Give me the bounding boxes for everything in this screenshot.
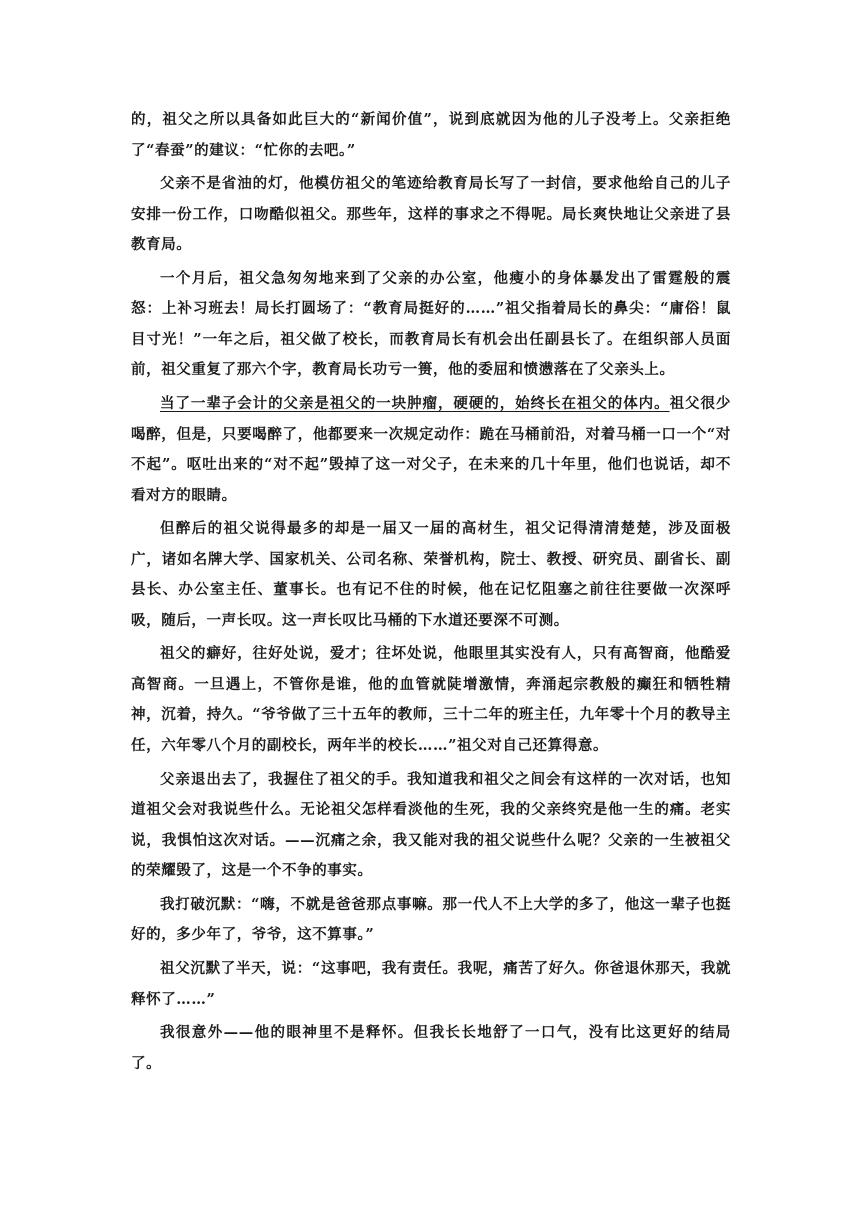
paragraph-9: [131, 954, 731, 1015]
paragraph-2: [131, 169, 731, 261]
paragraph-text: 祖父沉默了半天，说：“这事吧，我有责任。我呢，痛苦了好久。你爸退休那天，我就释怀了……”: [131, 960, 731, 1008]
paragraph-text: 但醉后的祖父说得最多的却是一届又一届的高材生，祖父记得清清楚楚，涉及面极广，诸如名牌大学、国家机关、公司名称、荣誉机构，院士、教授、研究员、副省长、副县长、办公室主任、董事长。也有记不住的时候，他在记忆阻塞之前往往要做一次深呼吸，随后，一声长叹。这一声长叹比马桶的下水道还要深不可测。: [131, 520, 731, 629]
paragraph-text: 我打破沉默：“嗨，不就是爸爸那点事嘛。那一代人不上大学的多了，他这一辈子也挺好的，多少年了，爷爷，这不算事。”: [131, 895, 731, 944]
paragraph-text: 父亲退出去了，我握住了祖父的手。我知道我和祖父之间会有这样的一次对话，也知道祖父会对我说些什么。无论祖父怎样看淡他的生死，我的父亲终究是他一生的痛。老实说，我惧怕这次对话。——沉痛之余，我又能对我的祖父说些什么呢？父亲的一生被祖父的荣耀毁了，这是一个不争的事实。: [131, 770, 731, 880]
paragraph-text: 父亲不是省油的灯，他模仿祖父的笔迹给教育局长写了一封信，要求他给自己的儿子安排一份工作，口吻酷似祖父。那些年，这样的事求之不得呢。局长爽快地让父亲进了县教育局。: [131, 175, 731, 254]
body-text: [131, 105, 731, 1082]
paragraph-3: [131, 264, 731, 386]
paragraph-text: 一个月后，祖父急匆匆地来到了父亲的办公室，他瘦小的身体暴发出了雷霆般的震怒：上补习班去！局长打圆场了：“教育局挺好的……”祖父指着局长的鼻尖：“庸俗！鼠目寸光！”一年之后，祖父做了校长，而教育局长有机会出任副县长了。在组织部人员面前，祖父重复了那六个字，教育局长功亏一篑，他的委屈和愤懑落在了父亲头上。: [131, 269, 731, 379]
paragraph-8: [131, 890, 731, 951]
paragraph-5: [131, 514, 731, 636]
paragraph-7: [131, 765, 731, 887]
paragraph-4: [131, 389, 731, 511]
paragraph-6: [131, 639, 731, 761]
paragraph-1: [131, 105, 731, 166]
paragraph-text: 的，祖父之所以具备如此巨大的“新闻价值”，说到底就因为他的儿子没考上。父亲拒绝了“春蚕”的建议：“忙你的去吧。”: [131, 111, 731, 159]
underlined-sentence: 当了一辈子会计的父亲是祖父的一块肿瘤，硬硬的，始终长在祖父的体内。: [160, 395, 670, 413]
paragraph-text: 我很意外——他的眼神里不是释怀。但我长长地舒了一口气，没有比这更好的结局了。: [131, 1024, 731, 1072]
paragraph-text: 祖父很少喝醉，但是，只要喝醉了，他都要来一次规定动作：跪在马桶前沿，对着马桶一口一个“对不起”。呕吐出来的“对不起”毁掉了这一对父子，在未来的几十年里，他们也说话，却不看对方的眼睛。: [131, 395, 732, 504]
paragraph-10: [131, 1018, 731, 1079]
paragraph-text: 祖父的癖好，往好处说，爱才；往坏处说，他眼里其实没有人，只有高智商，他酷爱高智商。一旦遇上，不管你是谁，他的血管就陡增激情，奔涌起宗教般的癫狂和牺牲精神，沉着，持久。“爷爷做了三十五年的教师，三十二年的班主任，九年零十个月的教导主任，六年零八个月的副校长，两年半的校长……”祖父对自己还算得意。: [131, 645, 731, 754]
